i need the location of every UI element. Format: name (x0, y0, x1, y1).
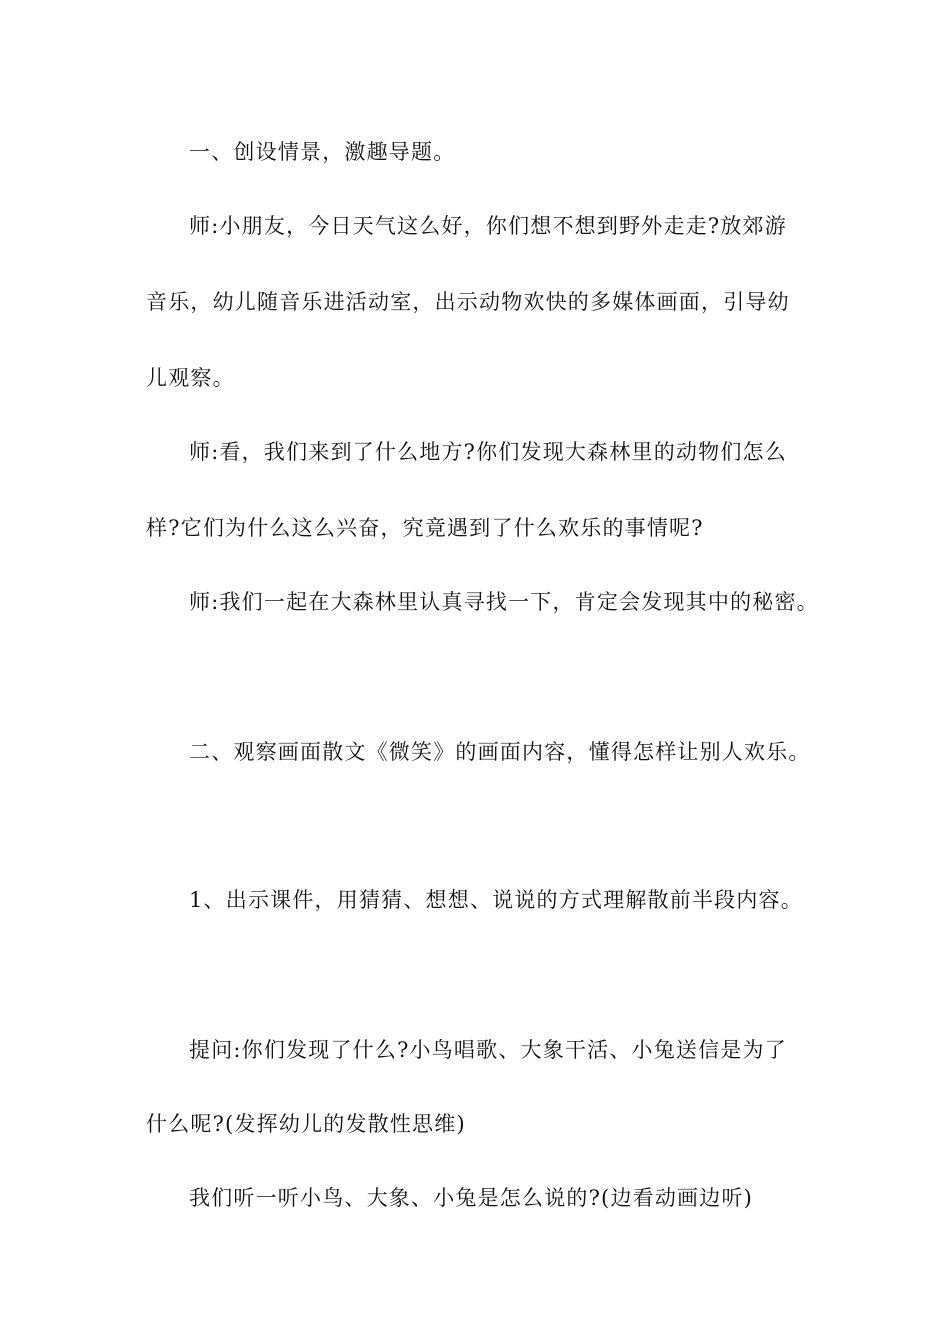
paragraph-line: 我们听一听小鸟、大象、小兔是怎么说的?(边看动画边听) (189, 1186, 754, 1210)
heading-1: 一、创设情景，激趣导题。 (189, 140, 456, 164)
paragraph-line: 师:看，我们来到了什么地方?你们发现大森林里的动物们怎么 (189, 440, 787, 464)
paragraph-line: 样?它们为什么这么兴奋，究竟遇到了什么欢乐的事情呢? (146, 516, 704, 540)
paragraph-line: 什么呢?(发挥幼儿的发散性思维) (146, 1112, 466, 1136)
heading-2: 二、观察画面散文《微笑》的画面内容，懂得怎样让别人欢乐。 (189, 740, 811, 764)
paragraph-line: 师:我们一起在大森林里认真寻找一下，肯定会发现其中的秘密。 (189, 590, 819, 614)
list-item: 1、出示课件，用猜猜、想想、说说的方式理解散前半段内容。 (189, 888, 803, 912)
paragraph-line: 师:小朋友，今日天气这么好，你们想不想到野外走走?放郊游 (189, 214, 787, 238)
paragraph-line: 提问:你们发现了什么?小鸟唱歌、大象干活、小兔送信是为了 (189, 1038, 787, 1062)
paragraph-line: 儿观察。 (146, 366, 235, 390)
paragraph-line: 音乐，幼儿随音乐进活动室，出示动物欢快的多媒体画面，引导幼 (146, 290, 790, 314)
